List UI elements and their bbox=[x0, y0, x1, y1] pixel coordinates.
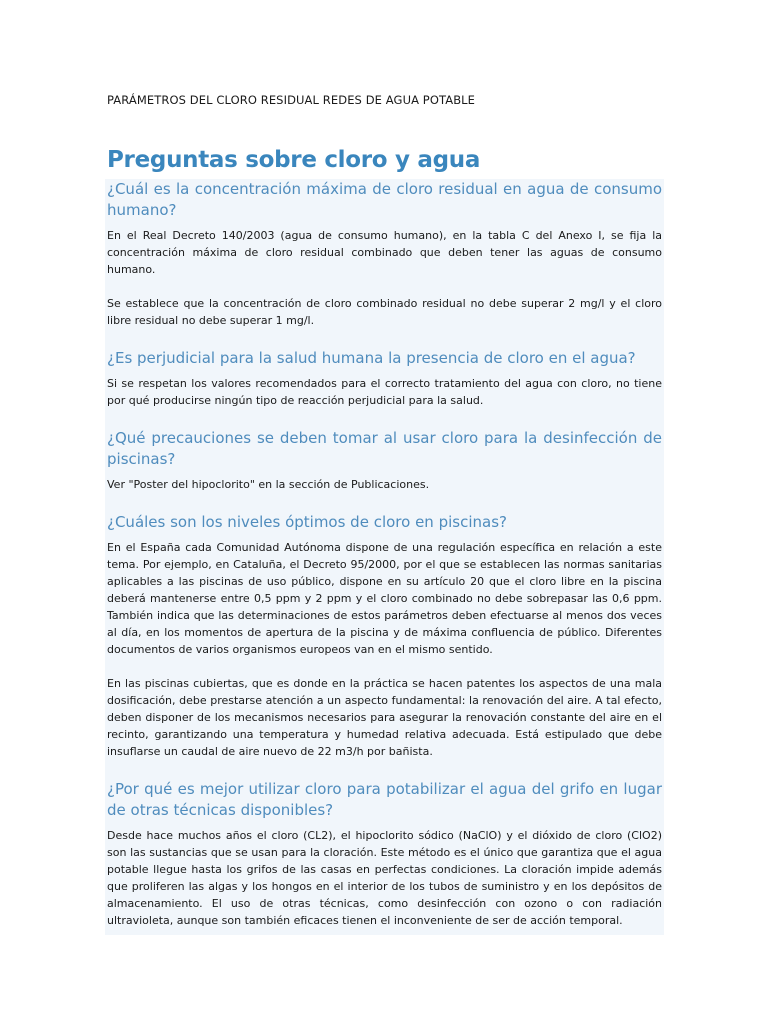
answer-3-paragraph-1: Ver "Poster del hipoclorito" en la sección de Publicaciones. bbox=[107, 478, 430, 491]
question-4: ¿Cuáles son los niveles óptimos de cloro en piscinas? bbox=[107, 513, 507, 531]
document-title: PARÁMETROS DEL CLORO RESIDUAL REDES DE AGUA POTABLE bbox=[107, 93, 476, 107]
faq-content bbox=[105, 179, 664, 935]
answer-4-paragraph-1: En el España cada Comunidad Autónoma dispone de una regulación específica en relación a este tema. Por ejemplo, en Cataluña, el Decreto 95/2000, por el que se establecen las normas sanitarias aplicables a las piscinas de uso público, dispone en su artículo 20 que el cloro libre en la piscina deberá mantenerse entre 0,5 ppm y 2 ppm y el cloro combinado no debe sobrepasar las 0,6 ppm. También indica que las determinaciones de estos parámetros deben efectuarse al menos dos veces al día, en los momentos de apertura de la piscina y de máxima confluencia de público. Diferentes documentos de varios organismos europeos van en el mismo sentido. bbox=[107, 541, 662, 656]
answer-1-paragraph-2: Se establece que la concentración de cloro combinado residual no debe superar 2 mg/l y el cloro libre residual no debe superar 1 mg/l. bbox=[107, 297, 662, 327]
answer-4-paragraph-2: En las piscinas cubiertas, que es donde en la práctica se hacen patentes los aspectos de una mala dosificación, debe prestarse atención a un aspecto fundamental: la renovación del aire. A tal efecto, deben disponer de los mecanismos necesarios para asegurar la renovación constante del aire en el recinto, garantizando una temperatura y humedad relativa adecuada. Está estipulado que debe insuflarse un caudal de aire nuevo de 22 m3/h por bañista. bbox=[107, 677, 662, 758]
question-3: ¿Qué precauciones se deben tomar al usar cloro para la desinfección de piscinas? bbox=[107, 429, 662, 468]
answer-2-paragraph-1: Si se respetan los valores recomendados para el correcto tratamiento del agua con cloro, no tiene por qué producirse ningún tipo de reacción perjudicial para la salud. bbox=[107, 377, 662, 407]
main-heading: Preguntas sobre cloro y agua bbox=[107, 147, 481, 173]
answer-1-paragraph-1: En el Real Decreto 140/2003 (agua de consumo humano), en la tabla C del Anexo I, se fija la concentración máxima de cloro residual combinado que deben tener las aguas de consumo humano. bbox=[107, 229, 662, 276]
question-1: ¿Cuál es la concentración máxima de cloro residual en agua de consumo humano? bbox=[107, 180, 662, 219]
question-2: ¿Es perjudicial para la salud humana la presencia de cloro en el agua? bbox=[107, 349, 636, 367]
question-5: ¿Por qué es mejor utilizar cloro para potabilizar el agua del grifo en lugar de otras técnicas disponibles? bbox=[107, 780, 662, 819]
answer-5-paragraph-1: Desde hace muchos años el cloro (CL2), el hipoclorito sódico (NaClO) y el dióxido de cloro (ClO2) son las sustancias que se usan para la cloración. Este método es el único que garantiza que el agua potable llegue hasta los grifos de las casas en perfectas condiciones. La cloración impide además que proliferen las algas y los hongos en el interior de los tubos de suministro y en los depósitos de almacenamiento. El uso de otras técnicas, como desinfección con ozono o con radiación ultravioleta, aunque son también eficaces tienen el inconveniente de ser de acción temporal. bbox=[107, 829, 662, 927]
